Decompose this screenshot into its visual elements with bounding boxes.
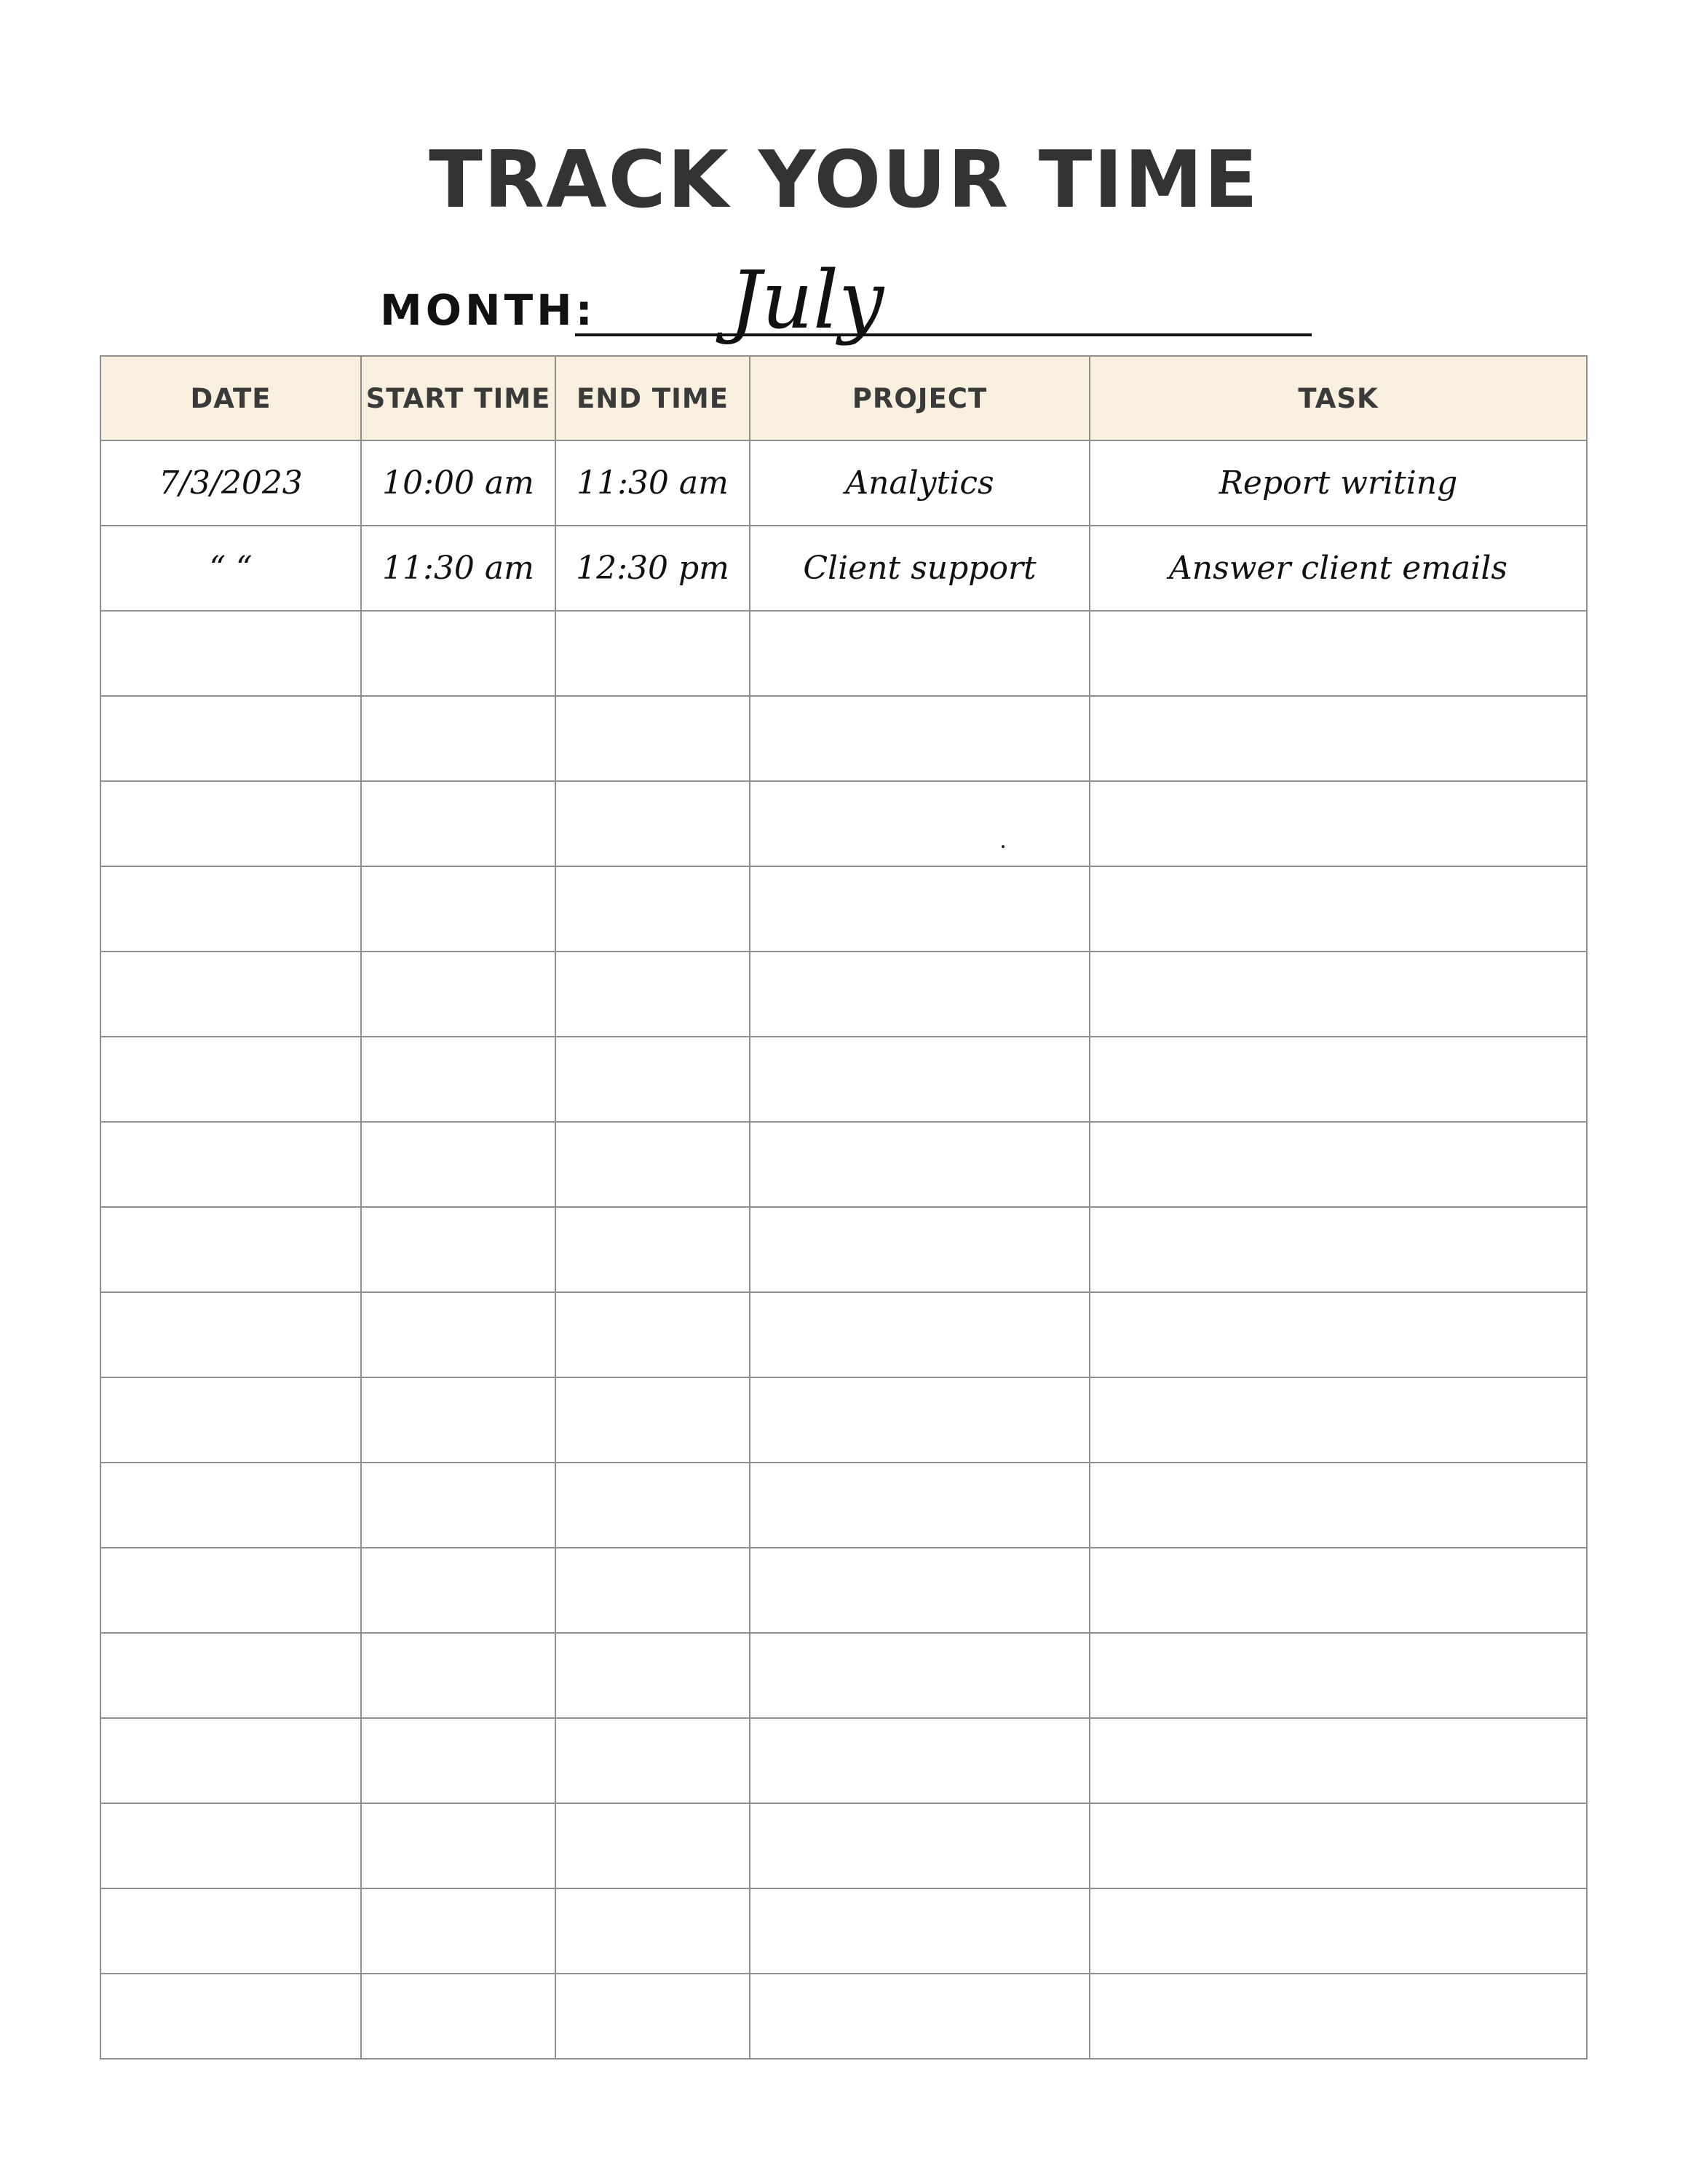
table-row	[100, 866, 1587, 951]
task-cell[interactable]	[1090, 1122, 1587, 1207]
table-row	[100, 1888, 1587, 1974]
start-time-cell[interactable]	[361, 1548, 555, 1633]
task-cell[interactable]	[1090, 1548, 1587, 1633]
table-row	[100, 781, 1587, 866]
start-time-cell[interactable]	[361, 696, 555, 781]
project-cell[interactable]	[750, 1888, 1090, 1974]
date-cell[interactable]	[100, 1377, 361, 1463]
end-time-cell[interactable]	[555, 781, 750, 866]
date-cell[interactable]	[100, 1633, 361, 1718]
date-cell[interactable]	[100, 1207, 361, 1292]
table-row	[100, 1633, 1587, 1718]
table-row	[100, 1037, 1587, 1122]
task-cell[interactable]	[1090, 611, 1587, 696]
table-row	[100, 1122, 1587, 1207]
task-cell[interactable]	[1090, 781, 1587, 866]
date-cell[interactable]	[100, 1718, 361, 1803]
task-cell[interactable]: Report writing	[1090, 440, 1587, 526]
start-time-cell[interactable]	[361, 781, 555, 866]
project-cell[interactable]: Client support	[750, 526, 1090, 611]
start-time-cell[interactable]	[361, 1888, 555, 1974]
project-cell[interactable]	[750, 951, 1090, 1037]
project-cell[interactable]	[750, 1037, 1090, 1122]
start-time-cell[interactable]: 11:30 am	[361, 526, 555, 611]
header-task: TASK	[1090, 356, 1587, 440]
table-row	[100, 696, 1587, 781]
start-time-cell[interactable]	[361, 1377, 555, 1463]
end-time-cell[interactable]	[555, 696, 750, 781]
table-row	[100, 1974, 1587, 2059]
task-cell[interactable]	[1090, 1037, 1587, 1122]
task-cell[interactable]	[1090, 866, 1587, 951]
date-cell[interactable]	[100, 866, 361, 951]
date-cell[interactable]	[100, 696, 361, 781]
date-cell[interactable]: “ “	[100, 526, 361, 611]
project-cell[interactable]: Analytics	[750, 440, 1090, 526]
project-cell[interactable]	[750, 1548, 1090, 1633]
task-cell[interactable]	[1090, 1377, 1587, 1463]
start-time-cell[interactable]	[361, 611, 555, 696]
start-time-cell[interactable]	[361, 1037, 555, 1122]
end-time-cell[interactable]	[555, 1292, 750, 1377]
date-cell[interactable]	[100, 1037, 361, 1122]
table-row	[100, 611, 1587, 696]
header-date: DATE	[100, 356, 361, 440]
page-title: TRACK YOUR TIME	[429, 135, 1259, 226]
task-cell[interactable]	[1090, 1803, 1587, 1888]
task-cell[interactable]	[1090, 696, 1587, 781]
date-cell[interactable]	[100, 1803, 361, 1888]
start-time-cell[interactable]	[361, 1633, 555, 1718]
project-cell[interactable]	[750, 1292, 1090, 1377]
task-cell[interactable]	[1090, 951, 1587, 1037]
table-row	[100, 1377, 1587, 1463]
project-cell[interactable]	[750, 611, 1090, 696]
end-time-cell[interactable]	[555, 1463, 750, 1548]
header-end-time: END TIME	[555, 356, 750, 440]
start-time-cell[interactable]	[361, 866, 555, 951]
table-row	[100, 1463, 1587, 1548]
end-time-cell[interactable]	[555, 1207, 750, 1292]
header-start-time: START TIME	[361, 356, 555, 440]
header-project: PROJECT	[750, 356, 1090, 440]
task-cell[interactable]	[1090, 1633, 1587, 1718]
task-cell[interactable]: Answer client emails	[1090, 526, 1587, 611]
end-time-cell[interactable]: 12:30 pm	[555, 526, 750, 611]
date-cell[interactable]	[100, 1463, 361, 1548]
end-time-cell[interactable]: 11:30 am	[555, 440, 750, 526]
start-time-cell[interactable]	[361, 1803, 555, 1888]
month-field	[380, 253, 1312, 347]
end-time-cell[interactable]	[555, 1122, 750, 1207]
start-time-cell[interactable]	[361, 1292, 555, 1377]
end-time-cell[interactable]	[555, 1888, 750, 1974]
end-time-cell[interactable]	[555, 1974, 750, 2059]
project-cell[interactable]	[750, 696, 1090, 781]
end-time-cell[interactable]	[555, 1718, 750, 1803]
month-underline	[575, 333, 1312, 336]
start-time-cell[interactable]	[361, 1718, 555, 1803]
stray-ink-dot	[1002, 845, 1005, 848]
start-time-cell[interactable]	[361, 1122, 555, 1207]
table-row	[100, 440, 1587, 526]
project-cell[interactable]	[750, 1377, 1090, 1463]
table-row	[100, 1803, 1587, 1888]
start-time-cell[interactable]	[361, 951, 555, 1037]
date-cell[interactable]	[100, 1888, 361, 1974]
task-cell[interactable]	[1090, 1888, 1587, 1974]
project-cell[interactable]	[750, 1207, 1090, 1292]
date-cell[interactable]	[100, 951, 361, 1037]
end-time-cell[interactable]	[555, 866, 750, 951]
project-cell[interactable]	[750, 1803, 1090, 1888]
end-time-cell[interactable]	[555, 1377, 750, 1463]
date-cell[interactable]	[100, 1122, 361, 1207]
date-cell[interactable]	[100, 1974, 361, 2059]
table-row	[100, 1548, 1587, 1633]
time-log-table	[100, 355, 1588, 2060]
table-row	[100, 1292, 1587, 1377]
end-time-cell[interactable]	[555, 1037, 750, 1122]
end-time-cell[interactable]	[555, 1803, 750, 1888]
end-time-cell[interactable]	[555, 611, 750, 696]
table-row	[100, 526, 1587, 611]
end-time-cell[interactable]	[555, 1633, 750, 1718]
table-row	[100, 951, 1587, 1037]
task-cell[interactable]	[1090, 1718, 1587, 1803]
project-cell[interactable]	[750, 1718, 1090, 1803]
end-time-cell[interactable]	[555, 1548, 750, 1633]
task-cell[interactable]	[1090, 1207, 1587, 1292]
task-cell[interactable]	[1090, 1974, 1587, 2059]
start-time-cell[interactable]	[361, 1207, 555, 1292]
project-cell[interactable]	[750, 781, 1090, 866]
date-cell[interactable]	[100, 781, 361, 866]
project-cell[interactable]	[750, 1463, 1090, 1548]
date-cell[interactable]: 7/3/2023	[100, 440, 361, 526]
start-time-cell[interactable]: 10:00 am	[361, 440, 555, 526]
month-value[interactable]: July	[729, 253, 884, 347]
table-row	[100, 1207, 1587, 1292]
project-cell[interactable]	[750, 1974, 1090, 2059]
table-body	[100, 440, 1587, 2059]
project-cell[interactable]	[750, 1633, 1090, 1718]
month-label: MONTH:	[380, 285, 596, 335]
start-time-cell[interactable]	[361, 1463, 555, 1548]
date-cell[interactable]	[100, 1292, 361, 1377]
task-cell[interactable]	[1090, 1292, 1587, 1377]
start-time-cell[interactable]	[361, 1974, 555, 2059]
project-cell[interactable]	[750, 866, 1090, 951]
end-time-cell[interactable]	[555, 951, 750, 1037]
table-row	[100, 1718, 1587, 1803]
date-cell[interactable]	[100, 1548, 361, 1633]
date-cell[interactable]	[100, 611, 361, 696]
table-header-row	[100, 356, 1587, 440]
task-cell[interactable]	[1090, 1463, 1587, 1548]
project-cell[interactable]	[750, 1122, 1090, 1207]
